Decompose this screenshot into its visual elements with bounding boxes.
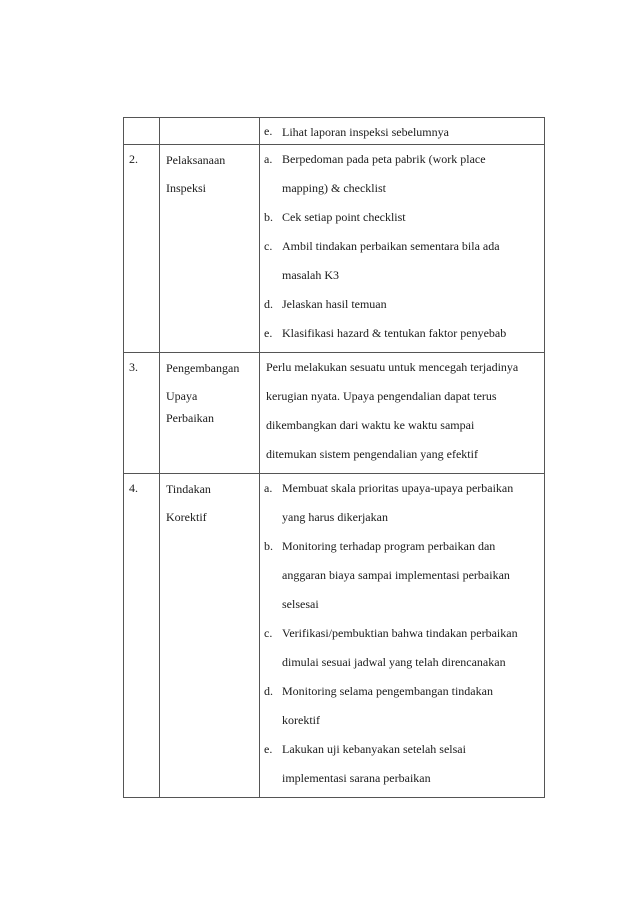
- row-label-cell: Tindakan Korektif: [160, 474, 260, 798]
- document-table: [123, 117, 545, 798]
- list-item: b. Monitoring terhadap program perbaikan dan anggaran biaya sampai implementasi perbaikan selsesai: [264, 539, 510, 611]
- list-item: e. Klasifikasi hazard & tentukan faktor penyebab: [264, 326, 507, 340]
- list-item: e. Lakukan uji kebanyakan setelah selsai implementasi sarana perbaikan: [264, 742, 466, 785]
- list-item: d. Monitoring selama pengembangan tindakan korektif: [264, 684, 493, 727]
- list-item: c. Verifikasi/pembuktian bahwa tindakan perbaikan dimulai sesuai jadwal yang telah direncanakan: [264, 626, 518, 669]
- table-row: [124, 145, 545, 353]
- row-label-cell: Pelaksanaan Inspeksi: [160, 145, 260, 353]
- row-content-cell: [260, 145, 545, 353]
- row-content-cell: [260, 118, 545, 145]
- row-number-cell: 2.: [124, 145, 160, 353]
- list-item: b. Cek setiap point checklist: [264, 210, 406, 224]
- list-item: d. Jelaskan hasil temuan: [264, 297, 387, 311]
- table-row: [124, 118, 545, 145]
- list-item: a. Berpedoman pada peta pabrik (work place mapping) & checklist: [264, 152, 486, 195]
- table-row: [124, 474, 545, 798]
- row-number-cell: 3.: [124, 353, 160, 474]
- list-item: c. Ambil tindakan perbaikan sementara bila ada masalah K3: [264, 239, 500, 282]
- row-label-cell: [160, 118, 260, 145]
- row-number-cell: [124, 118, 160, 145]
- row-content-cell: [260, 474, 545, 798]
- row-number-cell: 4.: [124, 474, 160, 798]
- row-label-cell: Pengembangan Upaya Perbaikan: [160, 353, 260, 474]
- row-content-cell: Perlu melakukan sesuatu untuk mencegah terjadinya kerugian nyata. Upaya pengendalian dapat terus dikembangkan dari waktu ke waktu sampai ditemukan sistem pengendalian yang efektif: [260, 353, 545, 474]
- table-row: [124, 353, 545, 474]
- list-item: e. Lihat laporan inspeksi sebelumnya: [264, 124, 449, 139]
- list-item: a. Membuat skala prioritas upaya-upaya perbaikan yang harus dikerjakan: [264, 481, 514, 524]
